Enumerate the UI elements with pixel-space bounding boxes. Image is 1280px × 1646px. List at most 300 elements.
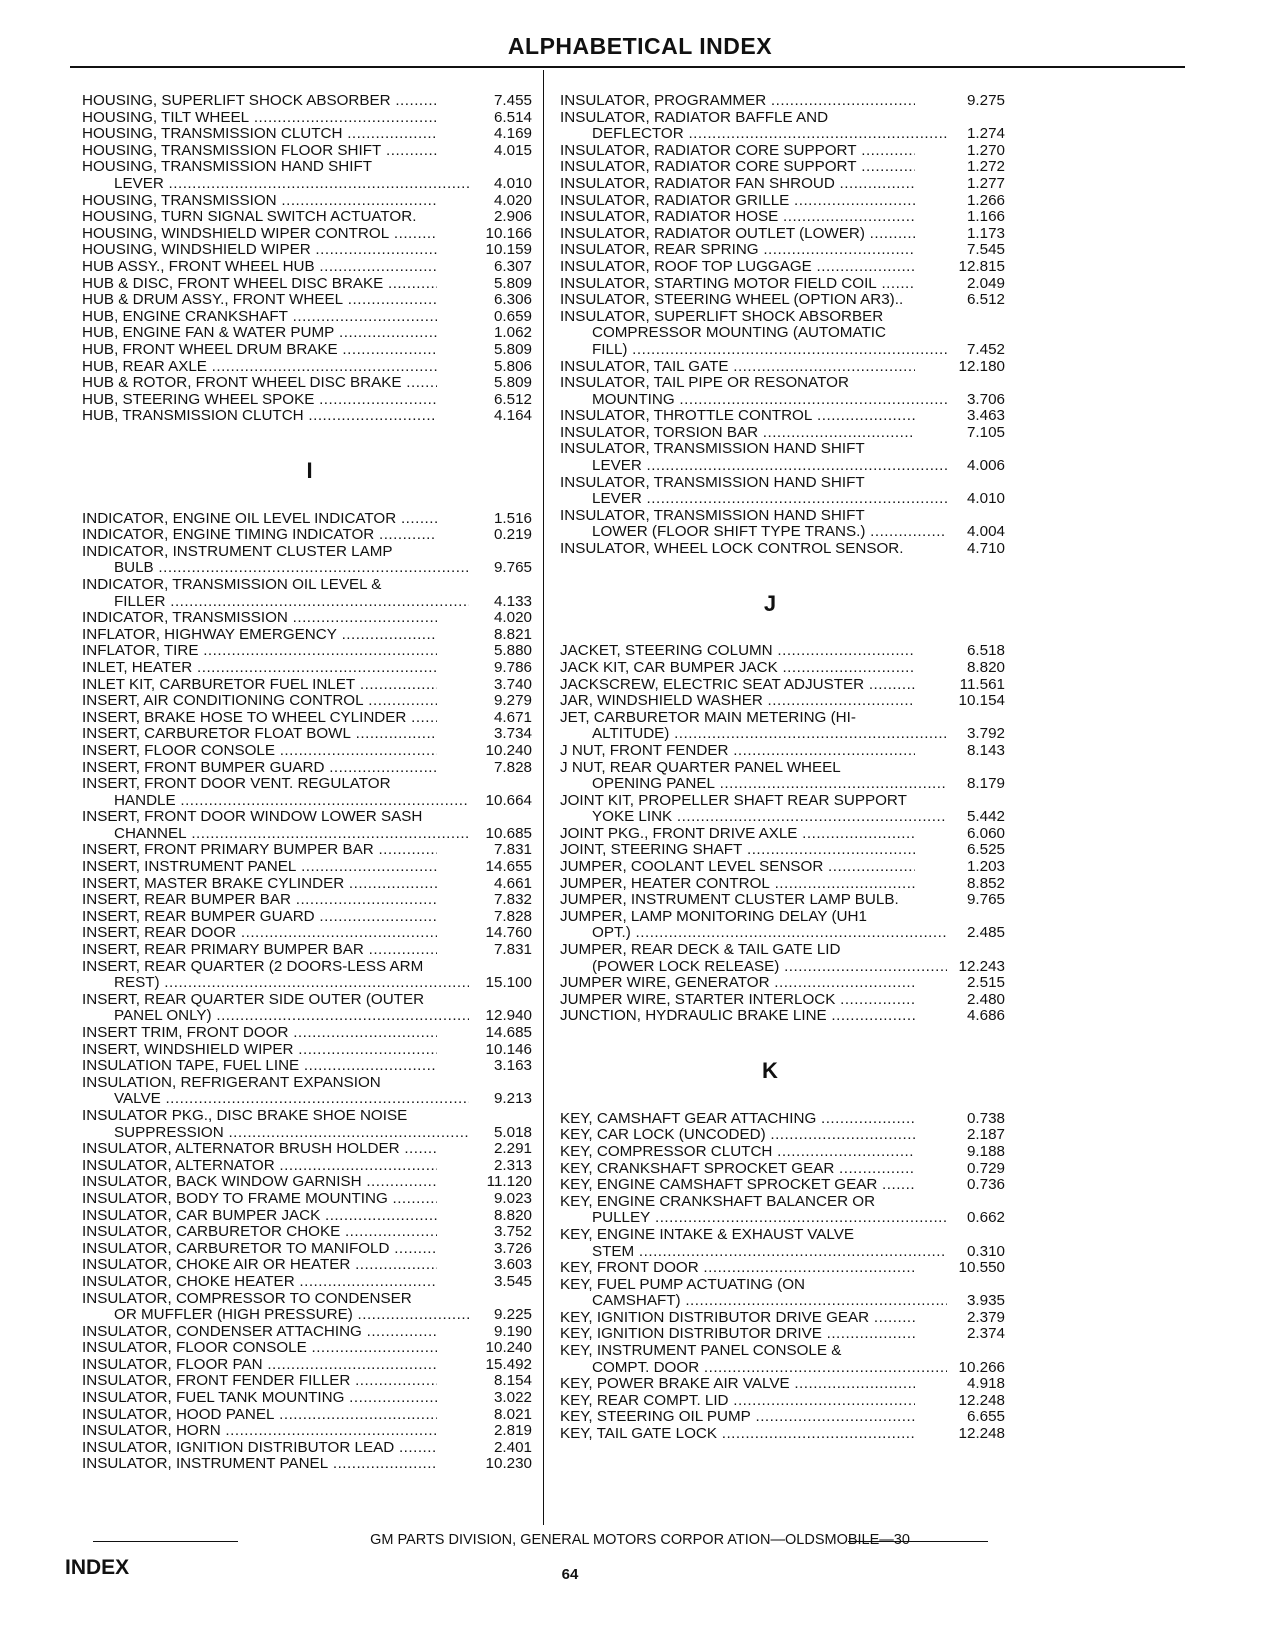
section-spacer (560, 1084, 1010, 1111)
index-entry-text: JOINT KIT, PROPELLER SHAFT REAR SUPPORT (560, 792, 907, 809)
index-entry (560, 1194, 1010, 1211)
index-entry-page-ref: 6.512 (966, 291, 1005, 309)
index-entry-text: KEY, POWER BRAKE AIR VALVE ..... (560, 1376, 915, 1393)
index-entry-page-ref: 3.792 (966, 725, 1005, 743)
index-entry-page-ref: 1.266 (966, 191, 1005, 209)
index-entry-text: KEY, ENGINE INTAKE & EXHAUST VALVE (560, 1226, 855, 1243)
index-entry (560, 925, 1010, 942)
index-entry-text: INSULATOR, THROTTLE CONTROL ..... (560, 408, 915, 425)
index-entry-page-ref: 4.169 (493, 125, 532, 143)
index-entry-page-ref: 9.225 (493, 1306, 532, 1324)
index-entry-text: JET, CARBURETOR MAIN METERING (HI- (560, 709, 856, 726)
index-entry-text: JUMPER, HEATER CONTROL ..... (560, 876, 915, 893)
index-entry-page-ref: 2.291 (493, 1140, 532, 1158)
index-entry-page-ref: 4.686 (966, 1007, 1005, 1025)
index-entry-text: FILLER ..... (82, 594, 469, 611)
index-entry (560, 126, 1010, 143)
index-entry (560, 959, 1010, 976)
index-entry-text: CHANNEL ..... (82, 826, 469, 843)
index-entry (82, 544, 537, 561)
index-entry (82, 643, 537, 660)
index-entry-text: LEVER ..... (560, 458, 947, 475)
index-entry (82, 126, 537, 143)
index-entry-page-ref: 7.455 (493, 92, 532, 109)
index-entry-page-ref: 9.023 (493, 1189, 532, 1207)
index-entry-text: INSULATOR, INSTRUMENT PANEL ..... (82, 1456, 437, 1473)
index-entry (560, 1127, 1010, 1144)
index-entry-page-ref: 3.603 (493, 1256, 532, 1274)
index-entry-text: INSULATOR, BACK WINDOW GARNISH ..... (82, 1174, 437, 1191)
index-entry (560, 508, 1010, 525)
index-entry-text: INSERT, WINDSHIELD WIPER ..... (82, 1042, 437, 1059)
index-entry (560, 660, 1010, 677)
index-entry-text: INSULATOR, TRANSMISSION HAND SHIFT (560, 441, 865, 458)
index-entry-text: INSULATOR, STEERING WHEEL (OPTION AR3).. (560, 292, 904, 309)
index-entry-text: KEY, CAR LOCK (UNCODED) ..... (560, 1127, 915, 1144)
index-entry-text: INSULATOR, FLOOR PAN ..... (82, 1357, 437, 1374)
index-entry (82, 594, 537, 611)
index-entry-page-ref: 3.545 (493, 1272, 532, 1290)
index-entry-page-ref: 14.685 (485, 1024, 532, 1042)
index-entry-text: INSERT, REAR BUMPER GUARD ..... (82, 909, 437, 926)
index-entry (560, 776, 1010, 793)
index-entry (82, 1174, 537, 1191)
index-entry-text: KEY, ENGINE CAMSHAFT SPROCKET GEAR ..... (560, 1177, 915, 1194)
index-entry-page-ref: 2.187 (966, 1126, 1005, 1144)
index-entry-text: HOUSING, WINDSHIELD WIPER CONTROL ..... (82, 226, 437, 243)
index-entry-text: J NUT, REAR QUARTER PANEL WHEEL (560, 759, 841, 776)
index-entry-page-ref: 7.545 (966, 241, 1005, 259)
index-entry-text: KEY, IGNITION DISTRIBUTOR DRIVE GEAR ..... (560, 1310, 915, 1327)
index-entry-page-ref: 4.671 (493, 708, 532, 726)
index-entry-page-ref: 2.313 (493, 1156, 532, 1174)
index-entry-text: INSULATOR, CARBURETOR TO MANIFOLD ..... (82, 1241, 437, 1258)
index-entry-page-ref: 12.243 (958, 957, 1005, 975)
index-entry-text: INSULATOR, CARBURETOR CHOKE ..... (82, 1224, 437, 1241)
index-entry-page-ref: 8.821 (493, 625, 532, 643)
index-entry-page-ref: 3.463 (966, 407, 1005, 425)
index-entry-page-ref: 1.166 (966, 208, 1005, 226)
index-entry-text: INFLATOR, HIGHWAY EMERGENCY ..... (82, 627, 437, 644)
index-entry-text: INSULATION TAPE, FUEL LINE ..... (82, 1058, 437, 1075)
index-entry-page-ref: 10.550 (958, 1259, 1005, 1277)
index-entry (560, 809, 1010, 826)
index-entry (560, 760, 1010, 777)
index-entry (82, 909, 537, 926)
index-entry-page-ref: 1.270 (966, 141, 1005, 159)
index-entry (82, 677, 537, 694)
index-entry-page-ref: 10.230 (485, 1455, 532, 1473)
index-entry-text: JUMPER, COOLANT LEVEL SENSOR ..... (560, 859, 915, 876)
index-entry-page-ref: 0.738 (966, 1109, 1005, 1127)
section-letter-heading: J (763, 590, 777, 616)
index-entry-page-ref: 4.710 (966, 540, 1005, 558)
index-entry (560, 176, 1010, 193)
index-entry-text: YOKE LINK ..... (560, 809, 947, 826)
index-entry (560, 1360, 1010, 1377)
index-entry-page-ref: 4.020 (493, 191, 532, 209)
index-entry-text: INSULATOR, WHEEL LOCK CONTROL SENSOR. (560, 541, 904, 558)
index-entry-page-ref: 10.146 (485, 1040, 532, 1058)
index-entry (82, 1440, 537, 1457)
index-entry-page-ref: 6.518 (966, 642, 1005, 660)
index-entry (82, 1058, 537, 1075)
index-entry-text: INDICATOR, TRANSMISSION ..... (82, 610, 437, 627)
index-entry-page-ref: 12.180 (958, 357, 1005, 375)
index-entry (82, 859, 537, 876)
index-entry-page-ref: 2.480 (966, 990, 1005, 1008)
index-entry-page-ref: 0.729 (966, 1159, 1005, 1177)
index-entry-page-ref: 2.374 (966, 1325, 1005, 1343)
index-entry-text: KEY, STEERING OIL PUMP ..... (560, 1409, 915, 1426)
index-entry-page-ref: 10.240 (485, 741, 532, 759)
index-entry (560, 1111, 1010, 1128)
index-entry (560, 143, 1010, 160)
index-entry-text: INSERT TRIM, FRONT DOOR ..... (82, 1025, 437, 1042)
index-entry-text: LEVER ..... (560, 491, 947, 508)
index-entry-page-ref: 6.307 (493, 257, 532, 275)
index-entry-page-ref: 5.018 (493, 1123, 532, 1141)
index-entry-page-ref: 10.159 (485, 241, 532, 259)
index-entry-page-ref: 0.219 (493, 526, 532, 544)
index-entry-text: INSULATOR, REAR SPRING ..... (560, 242, 915, 259)
index-entry-text: INSULATOR, PROGRAMMER ..... (560, 93, 915, 110)
index-entry-text: OPENING PANEL ..... (560, 776, 947, 793)
index-entry (82, 110, 537, 127)
index-entry-text: INSULATOR, SUPERLIFT SHOCK ABSORBER (560, 308, 884, 325)
index-entry (82, 392, 537, 409)
index-entry-text: REST) ..... (82, 975, 469, 992)
index-entry (82, 143, 537, 160)
index-entry-text: HOUSING, TRANSMISSION FLOOR SHIFT ..... (82, 143, 437, 160)
index-entry-text: HUB, TRANSMISSION CLUTCH ..... (82, 408, 437, 425)
index-entry-page-ref: 12.248 (958, 1391, 1005, 1409)
index-entry-page-ref: 11.120 (486, 1173, 532, 1191)
index-entry (82, 1224, 537, 1241)
index-entry-page-ref: 5.442 (966, 808, 1005, 826)
index-entry-page-ref: 9.188 (966, 1142, 1005, 1160)
index-entry-text: INSULATOR, RADIATOR CORE SUPPORT ..... (560, 143, 915, 160)
index-entry-text: HUB, ENGINE FAN & WATER PUMP ..... (82, 325, 437, 342)
index-entry-text: INSERT, REAR QUARTER SIDE OUTER (OUTER (82, 991, 425, 1008)
index-entry-text: INSERT, MASTER BRAKE CYLINDER ..... (82, 876, 437, 893)
index-entry-text: INSERT, REAR QUARTER (2 DOORS-LESS ARM (82, 958, 424, 975)
index-entry-page-ref: 10.166 (485, 224, 532, 242)
index-entry-text: INSULATOR, HORN ..... (82, 1423, 437, 1440)
index-entry (560, 876, 1010, 893)
index-entry-text: JOINT PKG., FRONT DRIVE AXLE ..... (560, 826, 915, 843)
index-entry (82, 375, 537, 392)
index-entry-text: INDICATOR, ENGINE TIMING INDICATOR ..... (82, 527, 437, 544)
index-entry (560, 325, 1010, 342)
index-entry-text: JACKET, STEERING COLUMN ..... (560, 643, 915, 660)
index-entry (82, 359, 537, 376)
index-entry-page-ref: 4.010 (966, 490, 1005, 508)
index-entry (82, 726, 537, 743)
header-rule (70, 66, 1185, 68)
index-entry (560, 342, 1010, 359)
index-entry (560, 1277, 1010, 1294)
index-entry-text: HUB, STEERING WHEEL SPOKE ..... (82, 392, 437, 409)
index-entry-text: INSULATOR, TRANSMISSION HAND SHIFT (560, 474, 865, 491)
index-entry-text: JUMPER, REAR DECK & TAIL GATE LID (560, 942, 841, 959)
index-entry-text: HUB, FRONT WHEEL DRUM BRAKE ..... (82, 342, 437, 359)
index-entry (82, 1324, 537, 1341)
index-entry-text: INSERT, FLOOR CONSOLE ..... (82, 743, 437, 760)
index-entry-page-ref: 6.306 (493, 291, 532, 309)
index-entry-page-ref: 3.752 (493, 1223, 532, 1241)
index-entry (82, 1307, 537, 1324)
index-entry-text: JUMPER WIRE, GENERATOR ..... (560, 975, 915, 992)
index-entry-page-ref: 2.049 (966, 274, 1005, 292)
index-entry-text: INSULATOR PKG., DISC BRAKE SHOE NOISE (82, 1107, 408, 1124)
index-entry-text: J NUT, FRONT FENDER ..... (560, 743, 915, 760)
index-entry-page-ref: 6.525 (966, 841, 1005, 859)
index-entry-page-ref: 2.819 (493, 1422, 532, 1440)
index-entry-page-ref: 6.655 (966, 1408, 1005, 1426)
index-entry-text: INSULATOR, TAIL GATE ..... (560, 359, 915, 376)
index-entry (82, 1091, 537, 1108)
index-entry-text: INSERT, CARBURETOR FLOAT BOWL ..... (82, 726, 437, 743)
index-entry (82, 892, 537, 909)
index-entry-text: JOINT, STEERING SHAFT ..... (560, 842, 915, 859)
right-index-column (560, 93, 1010, 1443)
index-entry-page-ref: 6.060 (966, 824, 1005, 842)
index-entry-text: INSULATOR, FLOOR CONSOLE ..... (82, 1340, 437, 1357)
index-entry-page-ref: 15.100 (485, 974, 532, 992)
index-entry (82, 842, 537, 859)
index-entry-page-ref: 7.831 (493, 841, 532, 859)
index-entry-text: INSULATOR, RADIATOR BAFFLE AND (560, 109, 829, 126)
index-entry-text: JACK KIT, CAR BUMPER JACK ..... (560, 660, 915, 677)
index-entry (82, 511, 537, 528)
index-entry-text: HOUSING, TILT WHEEL ..... (82, 110, 437, 127)
index-entry (560, 726, 1010, 743)
index-entry-page-ref: 8.179 (966, 775, 1005, 793)
index-entry-page-ref: 9.279 (493, 692, 532, 710)
index-entry-page-ref: 12.815 (958, 257, 1005, 275)
index-entry-text: KEY, INSTRUMENT PANEL CONSOLE & (560, 1343, 842, 1360)
index-entry (82, 1373, 537, 1390)
index-entry (560, 110, 1010, 127)
index-entry (560, 193, 1010, 210)
index-entry-page-ref: 0.662 (966, 1209, 1005, 1227)
index-entry (560, 541, 1010, 558)
index-entry-text: INSULATOR, TRANSMISSION HAND SHIFT (560, 507, 865, 524)
index-entry-page-ref: 9.275 (966, 92, 1005, 109)
index-entry-text: INSULATOR, BODY TO FRAME MOUNTING ..... (82, 1191, 437, 1208)
footer-rule-right (848, 1541, 988, 1542)
index-entry-page-ref: 9.765 (493, 559, 532, 577)
index-entry-text: JACKSCREW, ELECTRIC SEAT ADJUSTER ..... (560, 677, 915, 694)
index-entry (82, 942, 537, 959)
index-entry-text: PULLEY ..... (560, 1210, 947, 1227)
index-entry (82, 193, 537, 210)
index-entry-page-ref: 8.820 (493, 1206, 532, 1224)
index-entry-text: INSULATOR, STARTING MOTOR FIELD COIL ..... (560, 276, 915, 293)
index-entry (560, 643, 1010, 660)
index-entry (82, 760, 537, 777)
index-entry-text: INDICATOR, TRANSMISSION OIL LEVEL & (82, 576, 382, 593)
index-entry-text: STEM ..... (560, 1244, 947, 1261)
index-entry-text: INSULATOR, FRONT FENDER FILLER ..... (82, 1373, 437, 1390)
index-entry (560, 524, 1010, 541)
index-entry-text: HOUSING, TRANSMISSION ..... (82, 193, 437, 210)
index-entry-text: INSULATOR, CONDENSER ATTACHING ..... (82, 1324, 437, 1341)
index-entry-page-ref: 2.379 (966, 1308, 1005, 1326)
index-entry-page-ref: 3.022 (493, 1389, 532, 1407)
index-entry (82, 1291, 537, 1308)
section-letter-heading: K (762, 1058, 778, 1084)
index-entry-text: OR MUFFLER (HIGH PRESSURE) ..... (82, 1307, 469, 1324)
index-entry-text: HOUSING, SUPERLIFT SHOCK ABSORBER ..... (82, 93, 437, 110)
index-entry-page-ref: 7.831 (493, 941, 532, 959)
index-entry (82, 1158, 537, 1175)
index-entry-page-ref: 9.765 (966, 891, 1005, 909)
index-entry (82, 693, 537, 710)
page-number: 64 (561, 1566, 579, 1583)
index-entry (82, 992, 537, 1009)
index-entry (82, 242, 537, 259)
index-entry-text: HOUSING, WINDSHIELD WIPER ..... (82, 242, 437, 259)
index-entry-page-ref: 4.164 (493, 407, 532, 425)
index-entry-page-ref: 4.020 (493, 609, 532, 627)
index-entry-text: PANEL ONLY) ..... (82, 1008, 469, 1025)
index-entry (560, 408, 1010, 425)
index-entry (560, 1144, 1010, 1161)
index-entry-page-ref: 1.274 (966, 125, 1005, 143)
index-entry-page-ref: 4.918 (966, 1375, 1005, 1393)
index-entry (82, 1141, 537, 1158)
index-entry (560, 309, 1010, 326)
index-entry-text: INSULATION, REFRIGERANT EXPANSION (82, 1074, 381, 1091)
index-entry-page-ref: 8.154 (493, 1372, 532, 1390)
index-entry-page-ref: 7.828 (493, 907, 532, 925)
index-entry-text: INSULATOR, RADIATOR HOSE ..... (560, 209, 915, 226)
index-entry (560, 1260, 1010, 1277)
index-entry-text: INSULATOR, ALTERNATOR BRUSH HOLDER ..... (82, 1141, 437, 1158)
index-entry-text: INSULATOR, CHOKE AIR OR HEATER ..... (82, 1257, 437, 1274)
index-entry (82, 826, 537, 843)
index-entry-text: INSULATOR, IGNITION DISTRIBUTOR LEAD ..... (82, 1440, 437, 1457)
index-entry-page-ref: 12.940 (485, 1007, 532, 1025)
index-entry (82, 809, 537, 826)
index-entry-text: JUMPER WIRE, STARTER INTERLOCK ..... (560, 992, 915, 1009)
index-entry (560, 677, 1010, 694)
index-entry (560, 1227, 1010, 1244)
index-entry (82, 1274, 537, 1291)
index-entry (560, 842, 1010, 859)
index-entry (82, 527, 537, 544)
index-entry-page-ref: 12.248 (958, 1425, 1005, 1443)
index-entry-text: INSERT, REAR DOOR ..... (82, 925, 437, 942)
index-entry-text: JUMPER, INSTRUMENT CLUSTER LAMP BULB. (560, 892, 899, 909)
section-spacer (82, 425, 537, 458)
index-entry (560, 1177, 1010, 1194)
index-entry (560, 475, 1010, 492)
index-entry-page-ref: 9.786 (493, 658, 532, 676)
index-entry-text: VALVE ..... (82, 1091, 469, 1108)
index-entry (82, 159, 537, 176)
index-entry-page-ref: 7.828 (493, 758, 532, 776)
index-entry-page-ref: 1.277 (966, 174, 1005, 192)
index-entry-page-ref: 10.240 (485, 1339, 532, 1357)
index-entry (560, 1376, 1010, 1393)
index-entry-page-ref: 10.154 (958, 692, 1005, 710)
index-entry-page-ref: 5.809 (493, 374, 532, 392)
index-entry-page-ref: 0.310 (966, 1242, 1005, 1260)
index-entry (82, 1042, 537, 1059)
index-entry (82, 975, 537, 992)
index-entry-text: INLET KIT, CARBURETOR FUEL INLET ..... (82, 677, 437, 694)
index-entry-page-ref: 0.736 (966, 1176, 1005, 1194)
index-entry (82, 959, 537, 976)
index-entry (560, 942, 1010, 959)
index-entry (560, 259, 1010, 276)
index-entry (560, 693, 1010, 710)
column-divider (543, 70, 544, 1525)
index-entry-text: HOUSING, TURN SIGNAL SWITCH ACTUATOR. (82, 209, 417, 226)
index-entry-page-ref: 4.133 (493, 592, 532, 610)
index-entry (560, 242, 1010, 259)
index-entry-text: INSULATOR, TORSION BAR ..... (560, 425, 915, 442)
section-letter-heading: I (306, 458, 313, 484)
index-entry (82, 1257, 537, 1274)
index-entry-page-ref: 3.706 (966, 390, 1005, 408)
index-entry (82, 710, 537, 727)
index-entry-text: HUB, REAR AXLE ..... (82, 359, 437, 376)
index-entry (560, 1293, 1010, 1310)
index-entry (560, 1343, 1010, 1360)
index-entry-text: INFLATOR, TIRE ..... (82, 643, 437, 660)
index-entry-page-ref: 8.143 (966, 741, 1005, 759)
index-entry-text: HUB & DISC, FRONT WHEEL DISC BRAKE ..... (82, 276, 437, 293)
index-entry-text: INSULATOR, FUEL TANK MOUNTING ..... (82, 1390, 437, 1407)
index-entry (560, 1161, 1010, 1178)
index-entry (560, 375, 1010, 392)
index-entry-text: INSULATOR, CAR BUMPER JACK ..... (82, 1208, 437, 1225)
index-entry-text: INSULATOR, RADIATOR FAN SHROUD ..... (560, 176, 915, 193)
index-entry (82, 1423, 537, 1440)
index-entry-page-ref: 10.664 (485, 791, 532, 809)
index-entry (82, 176, 537, 193)
index-entry (82, 1125, 537, 1142)
index-entry-text: CAMSHAFT) ..... (560, 1293, 947, 1310)
index-entry (82, 325, 537, 342)
index-entry (82, 1241, 537, 1258)
section-spacer (560, 617, 1010, 644)
index-entry-text: INSERT, AIR CONDITIONING CONTROL ..... (82, 693, 437, 710)
index-entry-text: HOUSING, TRANSMISSION HAND SHIFT (82, 159, 372, 176)
index-entry-page-ref: 5.880 (493, 642, 532, 660)
index-entry (82, 309, 537, 326)
index-entry (82, 259, 537, 276)
index-entry-page-ref: 15.492 (485, 1355, 532, 1373)
index-entry-page-ref: 5.806 (493, 357, 532, 375)
index-entry (560, 1210, 1010, 1227)
index-entry-text: KEY, CRANKSHAFT SPROCKET GEAR ..... (560, 1161, 915, 1178)
index-entry (82, 1456, 537, 1473)
index-entry-text: KEY, ENGINE CRANKSHAFT BALANCER OR (560, 1193, 876, 1210)
index-entry (560, 1426, 1010, 1443)
index-entry-page-ref: 2.515 (966, 974, 1005, 992)
index-entry-page-ref: 11.561 (959, 675, 1005, 693)
index-entry (82, 627, 537, 644)
index-entry (82, 1340, 537, 1357)
left-index-column (82, 93, 537, 1473)
index-entry (82, 1191, 537, 1208)
index-entry-text: KEY, FRONT DOOR ..... (560, 1260, 915, 1277)
